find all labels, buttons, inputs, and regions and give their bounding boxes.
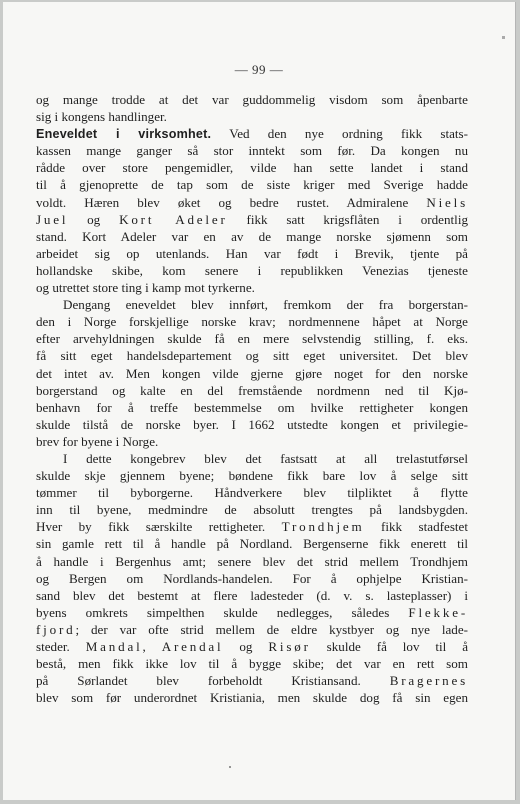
text-run: steder. bbox=[36, 639, 86, 654]
text-line: å handle i Bergenhus amt; senere blev det strid mellem Trondhjem bbox=[36, 553, 468, 569]
body-text bbox=[36, 91, 468, 706]
page-number: — 99 — bbox=[234, 62, 284, 77]
text-line: og utrettet store ting i kamp mot tyrkerne. bbox=[36, 280, 255, 296]
text-run: Hver by fikk særskilte rettigheter. bbox=[36, 519, 282, 535]
text-line: og Bergen om Nordlands-handelen. For å ophjelpe Kristian- bbox=[36, 570, 468, 586]
text-line: arbeidet sig op utenlands. Han var født i Brevik, tjente på bbox=[36, 245, 468, 261]
text-line: sand blev det bestemt at flere ladesteder (d. v. s. lasteplasser) i bbox=[36, 587, 468, 603]
book-page bbox=[3, 2, 515, 800]
text-line: blev som før underordnet Kristiania, men skulde dog få sin egen bbox=[36, 690, 468, 706]
text-line bbox=[36, 194, 468, 211]
text-line: og mange trodde at det var guddommelig visdom som åpenbarte bbox=[36, 92, 468, 107]
text-line: hollandske skibe, kom senere i republikken Venezias tjeneste bbox=[36, 262, 468, 278]
text-line bbox=[36, 621, 468, 638]
text-run: , bbox=[142, 639, 162, 654]
spaced-name: Flekke- bbox=[408, 604, 468, 620]
text-line: til å gjenoprette de tap som de siste kriger med Sverige hadde bbox=[36, 177, 468, 193]
text-line: benhavn for å treffe bestemmelse om hvilke rettigheter kongen bbox=[36, 399, 468, 415]
text-line: Dengang eneveldet blev innført, fremkom der fra borgerstan- bbox=[63, 297, 468, 313]
text-line: skulde skje gjennem byene; bøndene fikk bare lov å selge sitt bbox=[36, 468, 468, 484]
text-run: ; der var ofte strid mellem de eldre kystbyer og nye lade- bbox=[75, 621, 468, 637]
text-line bbox=[36, 518, 468, 535]
text-line: sin gamle rett til å handle på Nordland. Bergenserne fikk enerett til bbox=[36, 536, 468, 552]
text-run: voldt. Hæren blev øket og bedre rustet. Admiralene bbox=[36, 194, 427, 210]
text-line: det intet av. Men kongen vilde gjerne gjøre noget for den norske bbox=[36, 365, 468, 381]
text-line bbox=[36, 638, 468, 655]
text-line: I dette kongebrev blev det fastsatt at all trelastutførsel bbox=[63, 450, 468, 466]
text-line: borgerstand og kalte en del fremstående nordmenn ned til Kjø- bbox=[36, 382, 468, 398]
text-line: skulde tilstå de norske byer. I 1662 utstedte kongen et privilegie- bbox=[36, 416, 468, 432]
text-line: få sitt eget handelsdepartement og sitt eget universitet. Det blev bbox=[36, 348, 468, 364]
text-run: fikk stadfestet bbox=[364, 519, 468, 535]
spaced-name: Trondhjem bbox=[281, 519, 365, 535]
spaced-name: Niels bbox=[426, 194, 468, 210]
section-heading: Eneveldet i virksomhet. bbox=[36, 127, 212, 142]
corner-speck bbox=[502, 36, 505, 39]
spaced-name: Mandal bbox=[85, 639, 143, 654]
spaced-name: Arendal bbox=[161, 639, 224, 654]
text-line: tømmer til byborgerne. Håndverkere blev tilpliktet å flytte bbox=[36, 485, 468, 501]
text-line: inn til byene, medmindre de absolutt trengtes på landsbygden. bbox=[36, 502, 468, 518]
text-line: efter arvehyldningen skulde få en mere selvstendig stilling, f. eks. bbox=[36, 331, 468, 347]
text-line: stand. Kort Adeler var en av de mange norske sjømenn som bbox=[36, 228, 468, 244]
text-run: skulde få lov til å bbox=[310, 639, 468, 654]
text-line: sig i kongens handlinger. bbox=[36, 109, 167, 125]
spaced-name: Juel bbox=[36, 211, 69, 227]
text-run: og bbox=[223, 639, 269, 654]
text-run: byens omkrets simpelthen skulde nedlegges, således bbox=[36, 604, 409, 620]
text-line: brev for byene i Norge. bbox=[36, 433, 159, 449]
text-line bbox=[36, 672, 468, 689]
text-line: rådde over store pengemidler, vilde han sette landet i stand bbox=[36, 160, 468, 176]
speck bbox=[229, 766, 231, 768]
text-run: på Sørlandet blev forbeholdt Kristiansand. bbox=[36, 673, 390, 689]
text-run: Ved den nye ordning fikk stats- bbox=[211, 126, 468, 142]
text-line bbox=[36, 604, 468, 621]
text-line: bestå, men fikk ikke lov til å bygge skibe; det var en rett som bbox=[36, 656, 468, 672]
text-line bbox=[36, 211, 468, 228]
spaced-name: Kort Adeler bbox=[119, 211, 228, 227]
spaced-name: Risør bbox=[268, 639, 311, 654]
text-run: fikk satt krigsflåten i ordentlig bbox=[227, 211, 468, 227]
text-line bbox=[36, 125, 468, 142]
text-line: den i Norge forskjellige norske krav; nordmennene håpet at Norge bbox=[36, 314, 468, 330]
spaced-name: fjord bbox=[36, 621, 76, 637]
text-run: og bbox=[68, 211, 120, 227]
text-line: kassen mange ganger så stor inntekt som før. Da kongen nu bbox=[36, 143, 468, 159]
spaced-name: Bragernes bbox=[389, 673, 468, 689]
